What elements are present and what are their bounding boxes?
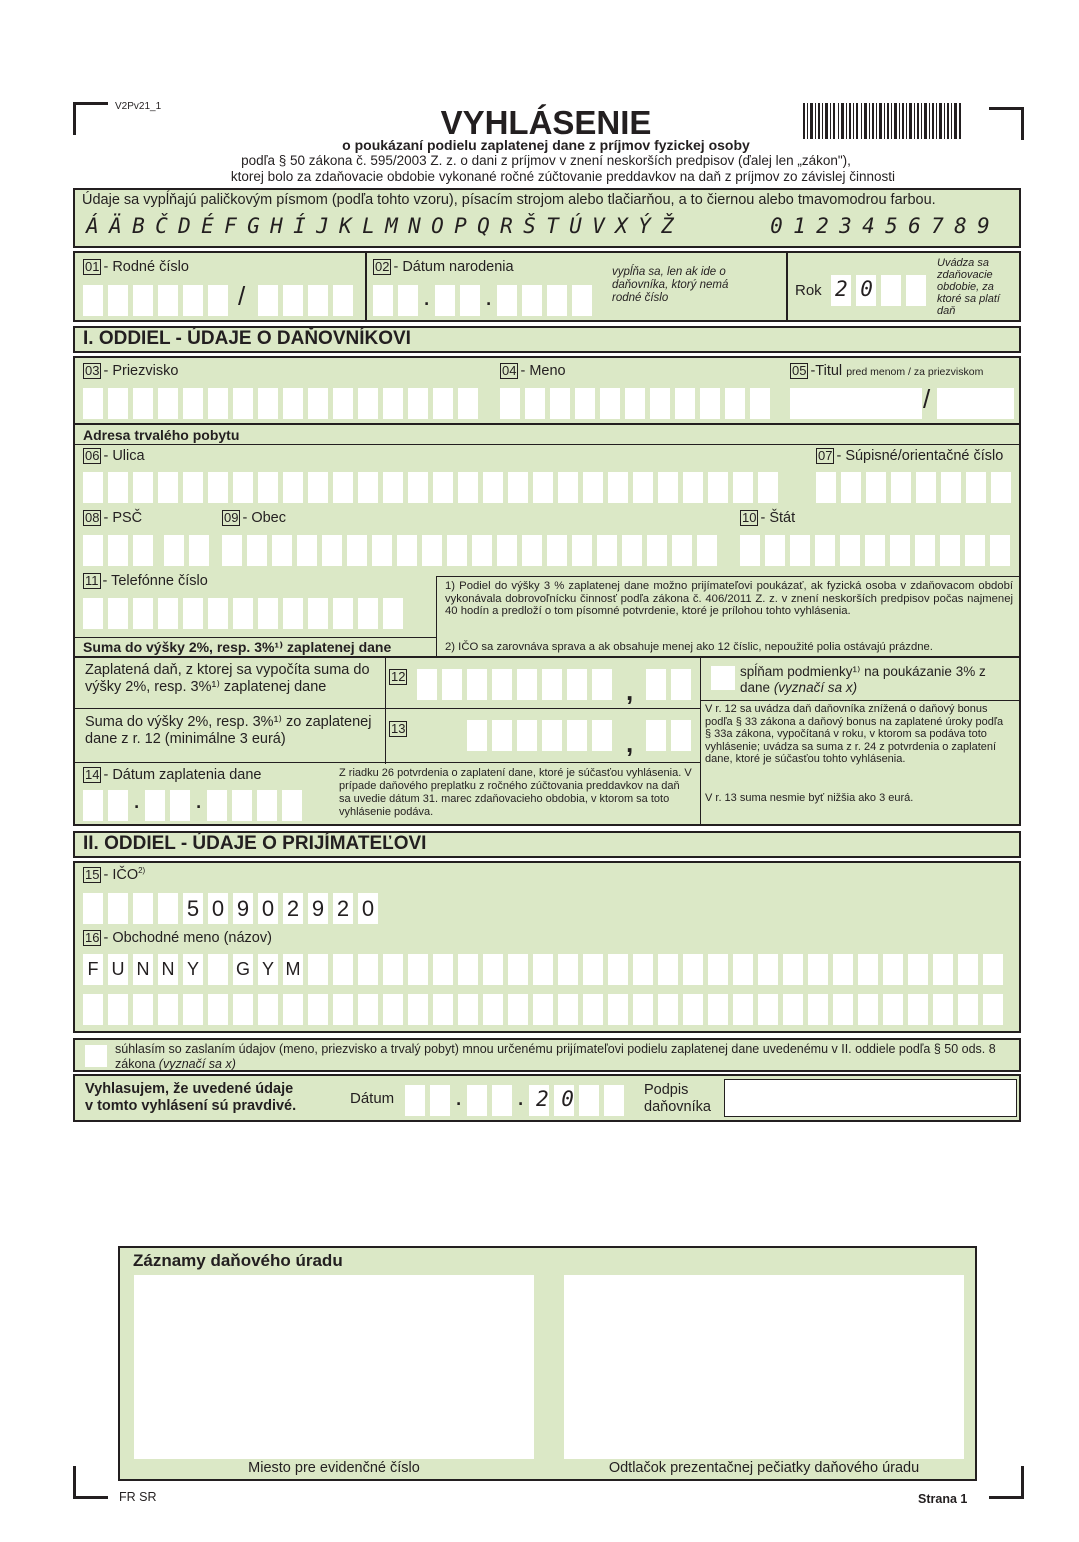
sample-digit: 8 — [954, 214, 967, 238]
instructions-panel — [73, 188, 1021, 248]
sample-letter: Č — [155, 214, 168, 238]
field-number-12: 12 — [391, 669, 406, 684]
amounts-panel — [73, 656, 1021, 826]
footnote-1: 1) Podiel do výšky 3 % zaplatenej dane možno prijímateľovi poukázať, ak fyzická osoba v zdaňovacom období vykonávala dobrovoľnícku činnosť podľa zákona č. 406/2011 Z. z. v znení neskorších predpisov počas najmenej 40 hodín a predloží o tom písomné potvrdenie, ktoré je prílohou tohto vyhlásenia. — [445, 580, 1013, 618]
field-number-15: 15 — [85, 866, 100, 882]
sample-letter: J — [316, 214, 329, 238]
signature-label-line-2: daňovníka — [644, 1099, 711, 1115]
sample-digit: 7 — [931, 214, 944, 238]
field-number-02: 02 — [375, 259, 390, 274]
sample-letter: Ú — [569, 214, 582, 238]
title-text: -Titul — [810, 363, 843, 379]
sample-digit: 9 — [977, 214, 990, 238]
field-number-06: 06 — [85, 448, 100, 463]
ico-digit — [83, 893, 103, 924]
sample-digit: 2 — [816, 214, 829, 238]
sample-letter: F — [224, 214, 237, 238]
name-char: N — [133, 954, 153, 985]
sample-letter: Á — [86, 214, 99, 238]
declaration-text — [85, 1081, 296, 1115]
business-name-input-line-2[interactable] — [83, 994, 1008, 1025]
consent-checkbox[interactable] — [85, 1045, 107, 1067]
three-percent-checkbox[interactable] — [711, 666, 735, 690]
ico-text: - IČO — [103, 866, 139, 883]
phone-input[interactable] — [83, 598, 408, 629]
ico-digit — [108, 893, 128, 924]
sample-digit: 1 — [793, 214, 806, 238]
section-1-title: I. ODDIEL - ÚDAJE O DAŇOVNÍKOVI — [73, 326, 1021, 353]
identification-panel — [73, 251, 1021, 322]
street-text: - Ulica — [103, 448, 145, 464]
declaration-line-2: v tomto vyhlásení sú pravdivé. — [85, 1098, 297, 1114]
business-name-input-line-1[interactable] — [83, 954, 1008, 985]
ico-digit: 0 — [208, 893, 228, 924]
name-char: N — [158, 954, 178, 985]
ico-footnote-mark: 2) — [138, 866, 146, 875]
house-number-label — [816, 448, 1003, 464]
sample-digit: 0 — [770, 214, 783, 238]
title-slash: / — [923, 384, 931, 414]
corner-mark-bottom-right — [989, 1466, 1024, 1499]
registration-number-area[interactable] — [134, 1275, 534, 1459]
birth-number-input[interactable] — [83, 285, 358, 316]
name-char: U — [108, 954, 128, 985]
city-label — [222, 510, 286, 526]
surname-text: - Priezvisko — [103, 363, 179, 379]
consent-text — [115, 1042, 1015, 1071]
field-number-05: 05 — [792, 363, 807, 378]
corner-mark-bottom-left — [73, 1466, 108, 1499]
title-after-input[interactable] — [937, 388, 1014, 419]
first-name-label — [500, 363, 566, 379]
sample-digit: 5 — [885, 214, 898, 238]
form-code: V2Pv21_1 — [115, 101, 162, 112]
title-label — [790, 363, 983, 379]
ico-digit: 0 — [358, 893, 378, 924]
declaration-date-dot-2: . — [517, 1081, 525, 1111]
ico-input[interactable] — [83, 893, 383, 924]
birth-date-label — [373, 259, 514, 275]
ico-label — [83, 866, 145, 883]
sample-letter: Ä — [109, 214, 122, 238]
year-note: Uvádza sa zdaňovacie obdobie, za ktoré sa platí daň — [937, 257, 1000, 317]
office-stamp-area[interactable] — [564, 1275, 964, 1459]
surname-input[interactable] — [83, 388, 483, 419]
birth-date-dot-1: . — [423, 281, 431, 311]
ico-digit: 2 — [333, 893, 353, 924]
sample-letter: K — [339, 214, 352, 238]
ico-digit — [158, 893, 178, 924]
name-char: Y — [183, 954, 203, 985]
ico-digit: 9 — [233, 893, 253, 924]
address-title: Adresa trvalého pobytu — [83, 427, 240, 443]
name-char: M — [283, 954, 303, 985]
title-before-input[interactable] — [790, 388, 922, 419]
street-input[interactable] — [83, 472, 783, 503]
sample-letter: X — [615, 214, 628, 238]
payment-date-dot-1: . — [133, 784, 141, 814]
sample-letter: V — [592, 214, 605, 238]
sample-letter: L — [362, 214, 375, 238]
house-number-input[interactable] — [816, 472, 1016, 503]
share-amount-input[interactable] — [467, 720, 696, 751]
field-number-13: 13 — [391, 721, 406, 736]
payment-date-dot-2: . — [195, 784, 203, 814]
ico-digit: 2 — [283, 893, 303, 924]
declaration-date-label: Dátum — [350, 1090, 395, 1107]
birth-date-text: - Dátum narodenia — [393, 259, 514, 275]
footnotes-box — [436, 576, 1019, 660]
ico-digit — [133, 893, 153, 924]
field-number-10: 10 — [742, 510, 757, 525]
ico-digit: 9 — [308, 893, 328, 924]
tax-office-panel — [118, 1246, 977, 1481]
declaration-panel — [73, 1074, 1021, 1122]
name-char — [208, 954, 228, 985]
year-label: Rok — [795, 282, 822, 299]
first-name-input[interactable] — [500, 388, 775, 419]
surname-label — [83, 363, 178, 379]
first-name-text: - Meno — [520, 363, 566, 379]
sample-letter: H — [270, 214, 283, 238]
paid-tax-comma: , — [626, 676, 634, 706]
sample-letter: O — [431, 214, 444, 238]
consent-hint: (vyznačí sa x) — [158, 1056, 236, 1071]
instructions-text: Údaje sa vypĺňajú paličkovým písmom (podľa tohto vzoru), písacím strojom alebo tlačiarňou, a to čiernou alebo tmavomodrou farbou. — [82, 192, 936, 208]
section-2-panel — [73, 861, 1021, 1033]
city-input[interactable] — [222, 535, 722, 566]
sample-letter: Ž — [661, 214, 674, 238]
field-number-03: 03 — [85, 363, 100, 378]
field-number-04: 04 — [502, 363, 517, 378]
house-number-text: - Súpisné/orientačné číslo — [836, 448, 1004, 464]
sample-letter: D — [178, 214, 191, 238]
sample-digit: 4 — [862, 214, 875, 238]
birth-number-label — [83, 259, 189, 275]
sample-digit: 3 — [839, 214, 852, 238]
form-title: VYHLÁSENIE — [440, 104, 652, 141]
ico-digit: 0 — [258, 893, 278, 924]
footer-issuer: FR SR — [119, 1490, 157, 1504]
year-prefix: 2 0 — [835, 277, 873, 301]
field-number-07: 07 — [818, 448, 833, 463]
title-hint: pred menom / za priezviskom — [846, 366, 984, 378]
postal-code-text: - PSČ — [103, 510, 143, 526]
three-percent-text: spĺňam podmienky¹⁾ na poukázanie 3% z dane — [740, 664, 986, 695]
page-number: Strana 1 — [918, 1492, 968, 1506]
country-text: - Štát — [760, 510, 796, 526]
sample-letter: P — [454, 214, 467, 238]
payment-date-note: Z riadku 26 potvrdenia o zaplatení dane, ktoré je súčasťou vyhlásenia. V prípade daňového preplatku z ročného zúčtovania preddavkov na daň sa uvedie dátum 31. marec zdaňovacieho obdobia, v ktorom sa toto vyhlásenie podáva. — [339, 767, 692, 818]
declaration-line-1: Vyhlasujem, že uvedené údaje — [85, 1081, 294, 1097]
section-1-panel — [73, 356, 1021, 658]
payment-date-label — [83, 767, 261, 783]
field-number-08: 08 — [85, 510, 100, 525]
law-reference-1: podľa § 50 zákona č. 595/2003 Z. z. o dani z príjmov v znení neskorších predpisov (ďalej len „zákon"), — [241, 153, 851, 168]
field-number-11: 11 — [85, 573, 99, 588]
signature-label — [644, 1082, 711, 1116]
sample-letter: T — [546, 214, 559, 238]
consent-text-main: súhlasím so zaslaním údajov (meno, priezvisko a trvalý pobyt) mnou určenému prijímateľovi podielu zaplatenej dane uvedenému v II. oddiele podľa § 50 ods. 8 zákona — [115, 1042, 996, 1071]
sample-letter: Š — [523, 214, 536, 238]
ico-digit: 5 — [183, 893, 203, 924]
street-label — [83, 448, 145, 464]
field-number-01: 01 — [85, 259, 100, 274]
sample-digits — [765, 214, 995, 238]
paid-tax-input[interactable] — [417, 669, 696, 700]
sample-digit: 6 — [908, 214, 921, 238]
consent-panel — [73, 1038, 1021, 1072]
sample-letter: N — [408, 214, 421, 238]
field-number-09: 09 — [224, 510, 239, 525]
share-amount-label: Suma do výšky 2%, resp. 3%¹⁾ zo zaplatenej dane z r. 12 (minimálne 3 eurá) — [85, 714, 372, 747]
share-amount-comma: , — [626, 728, 634, 758]
office-stamp-caption: Odtlačok prezentačnej pečiatky daňového úradu — [608, 1460, 920, 1476]
payment-date-text: - Dátum zaplatenia dane — [103, 767, 262, 783]
section-2-title: II. ODDIEL - ÚDAJE O PRIJÍMATEĽOVI — [73, 831, 1021, 858]
sample-letter: M — [385, 214, 398, 238]
law-reference-2: ktorej bolo za zdaňovacie obdobie vykonané ročné zúčtovanie preddavkov na daň z príjmov zo závislej činnosti — [230, 169, 896, 184]
sample-letter: Ý — [638, 214, 651, 238]
form-subtitle: o poukázaní podielu zaplatenej dane z príjmov fyzickej osoby — [342, 137, 750, 153]
postal-code-label — [83, 510, 142, 526]
city-text: - Obec — [242, 510, 286, 526]
postal-code-input[interactable] — [83, 535, 214, 566]
birth-number-text: - Rodné číslo — [103, 259, 189, 275]
business-name-label — [83, 930, 272, 946]
declaration-year-prefix: 2 0 — [536, 1087, 574, 1111]
name-char: Y — [258, 954, 278, 985]
birth-date-note: vypĺňa sa, len ak ide o daňovníka, ktorý nemá rodné číslo — [612, 266, 729, 304]
sample-letters — [81, 214, 679, 238]
business-name-text: - Obchodné meno (názov) — [103, 930, 272, 946]
sample-letter: Q — [477, 214, 490, 238]
field-number-14: 14 — [85, 767, 100, 782]
phone-text: - Telefónne číslo — [102, 573, 208, 589]
name-char: G — [233, 954, 253, 985]
name-char: F — [83, 954, 103, 985]
birth-number-slash: / — [238, 281, 246, 311]
sum-section-title: Suma do výšky 2%, resp. 3%¹⁾ zaplatenej dane — [83, 639, 392, 655]
signature-label-line-1: Podpis — [644, 1082, 689, 1098]
phone-label — [83, 573, 208, 589]
country-label — [740, 510, 795, 526]
sample-letter: B — [132, 214, 145, 238]
registration-number-caption: Miesto pre evidenčné číslo — [248, 1460, 420, 1476]
sample-letter: G — [247, 214, 260, 238]
sample-letter: É — [201, 214, 214, 238]
row-13-note: V r. 13 suma nesmie byť nižšia ako 3 eurá. — [705, 792, 914, 804]
tax-office-title: Záznamy daňového úradu — [133, 1251, 343, 1270]
field-number-16: 16 — [85, 930, 100, 945]
birth-date-dot-2: . — [485, 281, 493, 311]
country-input[interactable] — [740, 535, 1015, 566]
declaration-date-dot-1: . — [455, 1081, 463, 1111]
footnote-2: 2) IČO sa zarovnáva sprava a ak obsahuje menej ako 12 číslic, nepoužité polia ostávajú prázdne. — [445, 641, 933, 653]
sample-letter: Í — [293, 214, 306, 238]
sample-letter: R — [500, 214, 513, 238]
three-percent-hint: (vyznačí sa x) — [773, 680, 858, 695]
three-percent-label — [740, 664, 1010, 696]
paid-tax-label: Zaplatená daň, z ktorej sa vypočíta suma do výšky 2%, resp. 3%¹⁾ zaplatenej dane — [85, 662, 370, 695]
row-12-note: V r. 12 sa uvádza daň daňovníka znížená o daňový bonus podľa § 33 zákona a daňový bonus na zaplatené úroky podľa § 33a zákona, vypočítaná v roku, v ktorom sa podáva toto vyhlásenie; uvádza sa suma z r. 24 z potvrdenia o zaplatení dane, ktoré je súčasťou tohto vyhlásenia. — [705, 703, 1004, 765]
signature-field[interactable] — [724, 1079, 1017, 1117]
